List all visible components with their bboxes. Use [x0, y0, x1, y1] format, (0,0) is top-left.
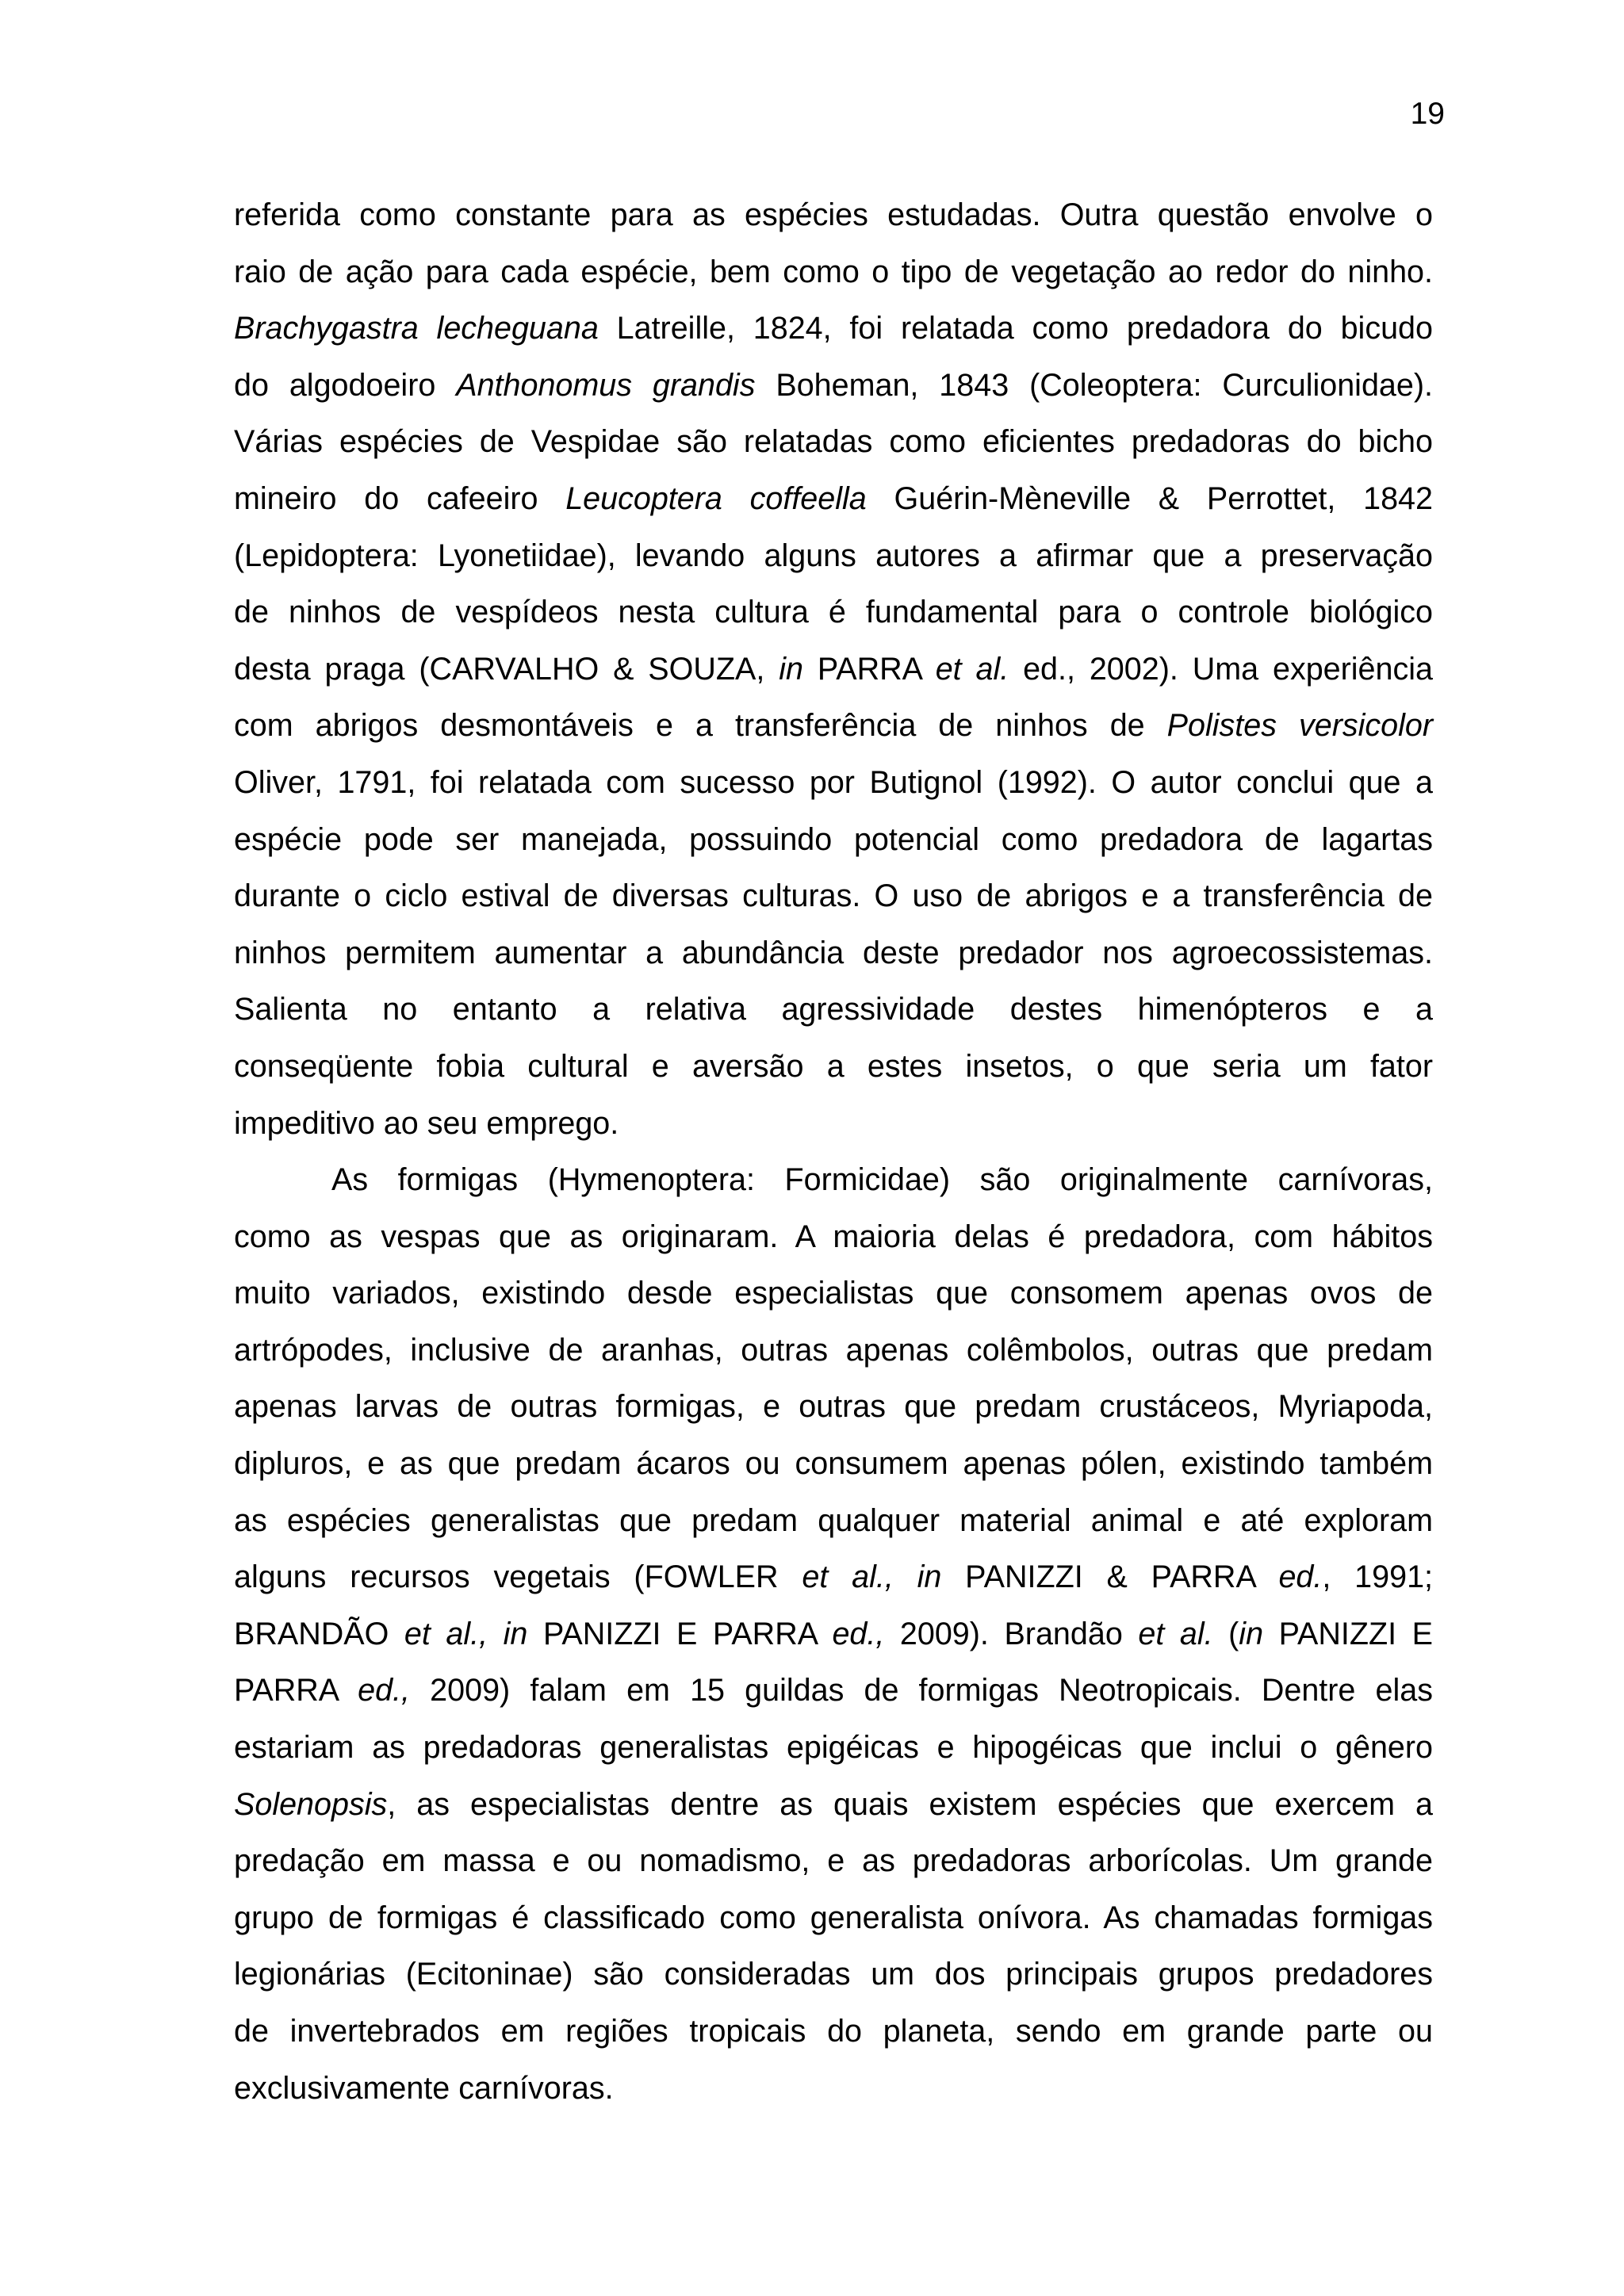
text-run: grupo de formigas é classificado como generalista onívora. As chamadas formigas — [234, 1900, 1433, 1935]
text-run: alguns recursos vegetais (FOWLER — [234, 1559, 802, 1595]
text-line — [234, 1096, 1433, 1153]
text-run: Boheman, 1843 (Coleoptera: Curculionidae). — [755, 367, 1433, 403]
text-run: artrópodes, inclusive de aranhas, outras apenas colêmbolos, outras que predam — [234, 1332, 1433, 1368]
italic-text: Leucoptera coffeella — [565, 480, 867, 516]
text-run: PANIZZI E — [1263, 1616, 1433, 1651]
text-run: Salienta no entanto a relativa agressividade destes himenópteros e a — [234, 992, 1433, 1027]
text-line — [234, 1890, 1433, 1947]
text-line — [234, 1549, 1433, 1606]
italic-text: in — [1239, 1616, 1264, 1651]
text-run: , as especialistas dentre as quais existem espécies que exercem a — [387, 1786, 1433, 1822]
text-run: Guérin-Mèneville & Perrottet, 1842 — [866, 480, 1433, 516]
text-run: As formigas (Hymenoptera: Formicidae) são originalmente carnívoras, — [331, 1162, 1433, 1198]
italic-text: et al. — [935, 651, 1009, 687]
paragraph — [234, 187, 1433, 1152]
text-run: estariam as predadoras generalistas epigéicas e hipogéicas que inclui o gênero — [234, 1730, 1433, 1766]
text-run: muito variados, existindo desde especialistas que consomem apenas ovos de — [234, 1276, 1433, 1311]
text-run: exclusivamente carnívoras. — [234, 2070, 614, 2106]
text-run: legionárias (Ecitoninae) são consideradas um dos principais grupos predadores — [234, 1957, 1433, 1992]
text-run: com abrigos desmontáveis e a transferência de ninhos de — [234, 708, 1167, 744]
italic-text: Polistes versicolor — [1166, 708, 1434, 744]
text-line — [234, 584, 1433, 641]
text-run: PANIZZI & PARRA — [941, 1559, 1279, 1595]
text-line — [234, 1777, 1433, 1834]
text-run: Latreille, 1824, foi relatada como predadora do bicudo — [598, 311, 1433, 346]
text-run: PARRA — [234, 1673, 358, 1709]
text-run: ( — [1212, 1616, 1239, 1651]
text-run: PANIZZI E PARRA — [527, 1616, 833, 1651]
text-line — [234, 1493, 1433, 1550]
paragraph — [234, 1152, 1433, 2117]
text-run: BRANDÃO — [234, 1616, 404, 1651]
italic-text: Anthonomus grandis — [456, 367, 756, 403]
italic-text: in — [779, 651, 803, 687]
text-line — [234, 2061, 1433, 2118]
text-line — [234, 1663, 1433, 1720]
text-run: as espécies generalistas que predam qualquer material animal e até exploram — [234, 1502, 1433, 1538]
text-run: conseqüente fobia cultural e aversão a estes insetos, o que seria um fator — [234, 1048, 1433, 1084]
text-run: espécie pode ser manejada, possuindo potencial como predadora de lagartas — [234, 821, 1433, 857]
text-run: como as vespas que as originaram. A maioria delas é predadora, com hábitos — [234, 1219, 1433, 1254]
text-run: dipluros, e as que predam ácaros ou consumem apenas pólen, existindo também — [234, 1446, 1433, 1482]
italic-text: et al. — [1138, 1616, 1213, 1651]
text-run: de invertebrados em regiões tropicais do planeta, sendo em grande parte ou — [234, 2014, 1433, 2049]
text-line — [234, 698, 1433, 755]
text-run: de ninhos de vespídeos nesta cultura é fundamental para o controle biológico — [234, 595, 1433, 630]
text-run: predação em massa e ou nomadismo, e as predadoras arborícolas. Um grande — [234, 1843, 1433, 1879]
text-run: do algodoeiro — [234, 367, 457, 403]
text-line — [234, 414, 1433, 471]
italic-text: et al., in — [404, 1616, 528, 1651]
text-line — [234, 528, 1433, 585]
text-run: (Lepidoptera: Lyonetiidae), levando alguns autores a afirmar que a preservação — [234, 538, 1433, 573]
italic-text: ed. — [1278, 1559, 1323, 1595]
text-line — [234, 1436, 1433, 1493]
text-run: mineiro do cafeeiro — [234, 480, 566, 516]
text-line — [234, 1379, 1433, 1436]
text-line — [234, 1606, 1433, 1663]
text-run: referida como constante para as espécies estudadas. Outra questão envolve o — [234, 197, 1433, 232]
text-line — [234, 1833, 1433, 1890]
text-run: 2009) falam em 15 guildas de formigas Neotropicais. Dentre elas — [410, 1673, 1433, 1709]
italic-text: ed., — [358, 1673, 411, 1709]
text-line — [234, 471, 1433, 528]
text-run: ninhos permitem aumentar a abundância deste predador nos agroecossistemas. — [234, 935, 1433, 970]
text-run: ed., 2002). Uma experiência — [1009, 651, 1433, 687]
text-line — [234, 755, 1433, 812]
text-run: impeditivo ao seu emprego. — [234, 1105, 619, 1141]
page-number: 19 — [1410, 97, 1445, 131]
italic-text: et al., in — [802, 1559, 942, 1595]
text-line — [234, 641, 1433, 698]
text-line — [234, 982, 1433, 1039]
italic-text: Brachygastra lecheguana — [234, 311, 599, 346]
italic-text: Solenopsis — [234, 1786, 388, 1822]
text-run: apenas larvas de outras formigas, e outras que predam crustáceos, Myriapoda, — [234, 1389, 1433, 1425]
body-text — [234, 187, 1433, 2117]
text-run: , 1991; — [1322, 1559, 1434, 1595]
text-line — [234, 1152, 1433, 1209]
text-line — [234, 1039, 1433, 1096]
text-line — [234, 925, 1433, 982]
text-line — [234, 187, 1433, 244]
text-line — [234, 1265, 1433, 1322]
text-line — [234, 1322, 1433, 1380]
text-run: PARRA — [802, 651, 936, 687]
text-line — [234, 244, 1433, 301]
text-line — [234, 1946, 1433, 2003]
italic-text: ed., — [832, 1616, 885, 1651]
text-run: durante o ciclo estival de diversas culturas. O uso de abrigos e a transferência de — [234, 878, 1433, 914]
text-run: 2009). Brandão — [884, 1616, 1139, 1651]
text-run: desta praga (CARVALHO & SOUZA, — [234, 651, 779, 687]
text-line — [234, 868, 1433, 925]
text-line — [234, 812, 1433, 869]
text-line — [234, 358, 1433, 415]
text-line — [234, 300, 1433, 358]
text-run: Várias espécies de Vespidae são relatadas como eficientes predadoras do bicho — [234, 424, 1433, 460]
text-line — [234, 2003, 1433, 2061]
text-line — [234, 1209, 1433, 1266]
text-run: raio de ação para cada espécie, bem como o tipo de vegetação ao redor do ninho. — [234, 254, 1433, 289]
text-run: Oliver, 1791, foi relatada com sucesso por Butignol (1992). O autor conclui que a — [234, 764, 1433, 800]
text-line — [234, 1720, 1433, 1777]
